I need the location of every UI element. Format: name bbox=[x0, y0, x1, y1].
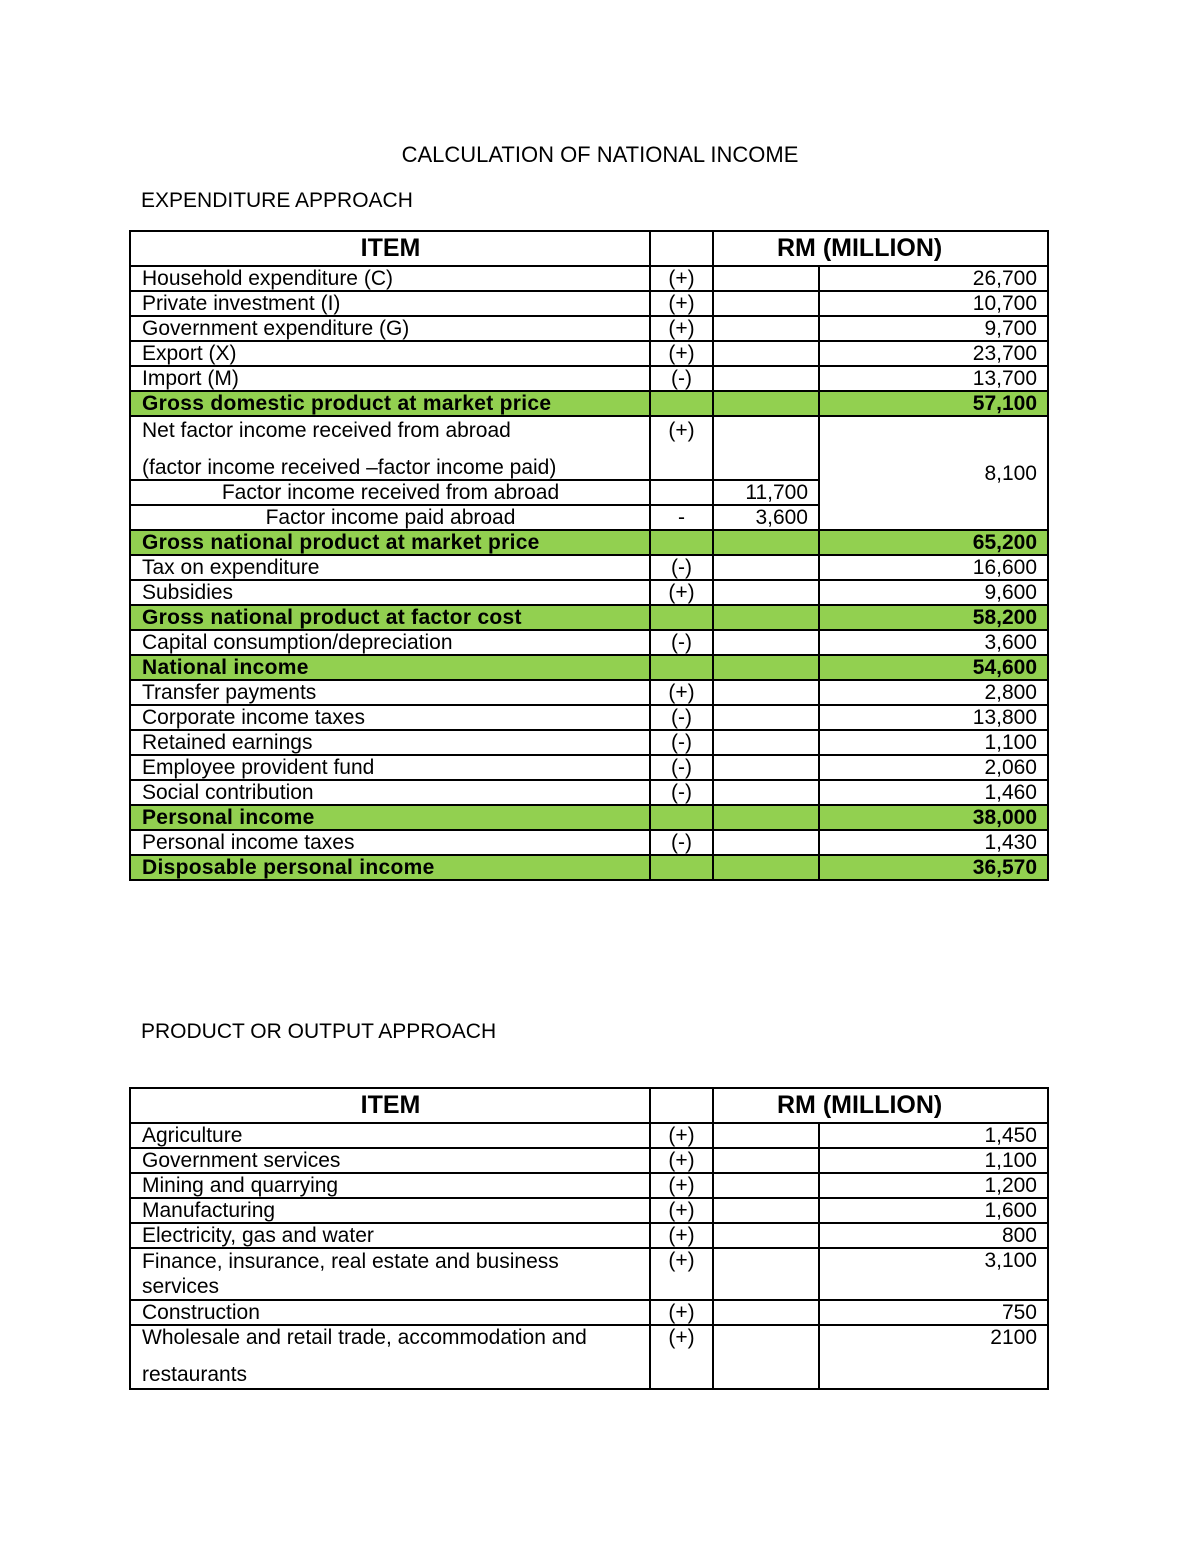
row-sub bbox=[713, 705, 819, 730]
product-table-body bbox=[130, 1088, 1048, 1389]
header-amount: RM (MILLION) bbox=[819, 231, 1048, 266]
row-sign: (+) bbox=[650, 1173, 713, 1198]
table-row bbox=[130, 1123, 1048, 1148]
row-sign: (+) bbox=[650, 1198, 713, 1223]
row-sign: (+) bbox=[650, 1325, 713, 1389]
row-sub bbox=[713, 655, 819, 680]
row-amount: 54,600 bbox=[819, 655, 1048, 680]
row-amount: 1,450 bbox=[819, 1123, 1048, 1148]
row-amount: 10,700 bbox=[819, 291, 1048, 316]
row-sign: (+) bbox=[650, 1300, 713, 1325]
row-sub bbox=[713, 366, 819, 391]
table-row bbox=[130, 1325, 1048, 1389]
table-row bbox=[130, 680, 1048, 705]
row-item: Finance, insurance, real estate and business services bbox=[130, 1248, 650, 1300]
row-sign bbox=[650, 530, 713, 555]
row-sub bbox=[713, 555, 819, 580]
row-item: Household expenditure (C) bbox=[130, 266, 650, 291]
table-row bbox=[130, 1300, 1048, 1325]
row-item-line1: Wholesale and retail trade, accommodation and bbox=[142, 1326, 587, 1349]
nfia-item-line2: (factor income received –factor income paid) bbox=[142, 456, 557, 479]
row-sign bbox=[650, 391, 713, 416]
row-sign bbox=[650, 655, 713, 680]
row-sub bbox=[713, 1248, 819, 1300]
row-sub bbox=[713, 266, 819, 291]
row-sign: (+) bbox=[650, 1123, 713, 1148]
expenditure-table bbox=[129, 230, 1049, 881]
table-row bbox=[130, 780, 1048, 805]
row-item: Subsidies bbox=[130, 580, 650, 605]
subtotal-row bbox=[130, 605, 1048, 630]
row-amount: 16,600 bbox=[819, 555, 1048, 580]
row-sign: (+) bbox=[650, 341, 713, 366]
row-sub bbox=[713, 1148, 819, 1173]
table-row bbox=[130, 1248, 1048, 1300]
row-item: Gross domestic product at market price bbox=[130, 391, 650, 416]
nfia-sub bbox=[713, 416, 819, 480]
row-item: Gross national product at market price bbox=[130, 530, 650, 555]
row-sub bbox=[713, 1325, 819, 1389]
row-sign bbox=[650, 605, 713, 630]
factor-received-sign bbox=[650, 480, 713, 505]
nfia-item bbox=[130, 416, 650, 480]
row-amount: 26,700 bbox=[819, 266, 1048, 291]
product-table bbox=[129, 1087, 1049, 1390]
table-row bbox=[130, 316, 1048, 341]
row-item: Employee provident fund bbox=[130, 755, 650, 780]
table-row bbox=[130, 1148, 1048, 1173]
row-amount: 65,200 bbox=[819, 530, 1048, 555]
row-sign: (+) bbox=[650, 1223, 713, 1248]
row-item: Capital consumption/depreciation bbox=[130, 630, 650, 655]
row-amount: 1,200 bbox=[819, 1173, 1048, 1198]
row-sub bbox=[713, 341, 819, 366]
row-amount: 58,200 bbox=[819, 605, 1048, 630]
row-amount: 38,000 bbox=[819, 805, 1048, 830]
factor-received-label: Factor income received from abroad bbox=[130, 480, 650, 505]
row-amount: 9,600 bbox=[819, 580, 1048, 605]
row-sub bbox=[713, 1123, 819, 1148]
table-row bbox=[130, 341, 1048, 366]
factor-received-value: 11,700 bbox=[713, 480, 819, 505]
nfia-row bbox=[130, 416, 1048, 480]
table-row bbox=[130, 730, 1048, 755]
table-row bbox=[130, 555, 1048, 580]
row-amount: 2100 bbox=[819, 1325, 1048, 1389]
row-sign: (+) bbox=[650, 680, 713, 705]
row-sub bbox=[713, 855, 819, 880]
expenditure-heading: EXPENDITURE APPROACH bbox=[141, 189, 413, 212]
row-sign: (-) bbox=[650, 705, 713, 730]
row-amount: 9,700 bbox=[819, 316, 1048, 341]
row-item: Personal income taxes bbox=[130, 830, 650, 855]
row-item-line2: restaurants bbox=[142, 1363, 248, 1386]
row-item: Corporate income taxes bbox=[130, 705, 650, 730]
row-item: Government services bbox=[130, 1148, 650, 1173]
row-sign bbox=[650, 805, 713, 830]
row-item: Retained earnings bbox=[130, 730, 650, 755]
row-sign: (+) bbox=[650, 266, 713, 291]
row-sub bbox=[713, 530, 819, 555]
table-row bbox=[130, 755, 1048, 780]
row-item: Manufacturing bbox=[130, 1198, 650, 1223]
row-amount: 800 bbox=[819, 1223, 1048, 1248]
table-row bbox=[130, 630, 1048, 655]
row-sub bbox=[713, 755, 819, 780]
row-sign: (-) bbox=[650, 830, 713, 855]
row-item: Disposable personal income bbox=[130, 855, 650, 880]
row-amount: 1,460 bbox=[819, 780, 1048, 805]
subtotal-row bbox=[130, 530, 1048, 555]
table-row bbox=[130, 1173, 1048, 1198]
row-item: Gross national product at factor cost bbox=[130, 605, 650, 630]
row-sub bbox=[713, 1300, 819, 1325]
row-sub bbox=[713, 580, 819, 605]
row-sub bbox=[713, 805, 819, 830]
row-item: Social contribution bbox=[130, 780, 650, 805]
row-item: Export (X) bbox=[130, 341, 650, 366]
row-amount: 36,570 bbox=[819, 855, 1048, 880]
table-row bbox=[130, 266, 1048, 291]
row-item: National income bbox=[130, 655, 650, 680]
factor-paid-value: 3,600 bbox=[713, 505, 819, 530]
table-row bbox=[130, 830, 1048, 855]
row-sub bbox=[713, 630, 819, 655]
row-sign: (+) bbox=[650, 580, 713, 605]
row-item bbox=[130, 1325, 650, 1389]
row-amount: 1,100 bbox=[819, 1148, 1048, 1173]
header-sign-blank bbox=[650, 1088, 713, 1123]
subtotal-row bbox=[130, 391, 1048, 416]
row-amount: 1,100 bbox=[819, 730, 1048, 755]
row-sub bbox=[713, 1223, 819, 1248]
row-amount: 3,100 bbox=[819, 1248, 1048, 1300]
header-sign-blank bbox=[650, 231, 713, 266]
row-sign: (+) bbox=[650, 316, 713, 341]
nfia-amount: 8,100 bbox=[819, 416, 1048, 530]
header-item: ITEM bbox=[130, 231, 650, 266]
expenditure-table-body bbox=[130, 231, 1048, 880]
factor-paid-label: Factor income paid abroad bbox=[130, 505, 650, 530]
row-amount: 3,600 bbox=[819, 630, 1048, 655]
product-heading: PRODUCT OR OUTPUT APPROACH bbox=[141, 1020, 497, 1043]
factor-paid-sign: - bbox=[650, 505, 713, 530]
row-sign: (-) bbox=[650, 555, 713, 580]
row-sign: (+) bbox=[650, 1248, 713, 1300]
row-sign: (+) bbox=[650, 1148, 713, 1173]
row-amount: 57,100 bbox=[819, 391, 1048, 416]
row-item: Transfer payments bbox=[130, 680, 650, 705]
table-row bbox=[130, 580, 1048, 605]
row-amount: 2,800 bbox=[819, 680, 1048, 705]
row-amount: 13,800 bbox=[819, 705, 1048, 730]
row-sign: (-) bbox=[650, 730, 713, 755]
table-row bbox=[130, 705, 1048, 730]
table-row bbox=[130, 366, 1048, 391]
row-sub bbox=[713, 391, 819, 416]
row-sub bbox=[713, 780, 819, 805]
header-item: ITEM bbox=[130, 1088, 650, 1123]
row-amount: 1,430 bbox=[819, 830, 1048, 855]
row-item: Tax on expenditure bbox=[130, 555, 650, 580]
row-item: Electricity, gas and water bbox=[130, 1223, 650, 1248]
row-sub bbox=[713, 605, 819, 630]
page-title: CALCULATION OF NATIONAL INCOME bbox=[401, 142, 799, 167]
row-item: Mining and quarrying bbox=[130, 1173, 650, 1198]
subtotal-row bbox=[130, 805, 1048, 830]
table-row bbox=[130, 1198, 1048, 1223]
row-sign bbox=[650, 855, 713, 880]
row-sign: (-) bbox=[650, 366, 713, 391]
header-amount: RM (MILLION) bbox=[819, 1088, 1048, 1123]
row-item: Personal income bbox=[130, 805, 650, 830]
subtotal-row bbox=[130, 855, 1048, 880]
row-sub bbox=[713, 680, 819, 705]
row-item: Construction bbox=[130, 1300, 650, 1325]
row-amount: 2,060 bbox=[819, 755, 1048, 780]
row-amount: 23,700 bbox=[819, 341, 1048, 366]
row-item: Private investment (I) bbox=[130, 291, 650, 316]
subtotal-row bbox=[130, 655, 1048, 680]
row-sign: (-) bbox=[650, 755, 713, 780]
table-row bbox=[130, 1223, 1048, 1248]
row-amount: 1,600 bbox=[819, 1198, 1048, 1223]
nfia-item-line1: Net factor income received from abroad bbox=[142, 419, 511, 442]
row-sign: (+) bbox=[650, 291, 713, 316]
row-item: Agriculture bbox=[130, 1123, 650, 1148]
row-item: Government expenditure (G) bbox=[130, 316, 650, 341]
row-sub bbox=[713, 1173, 819, 1198]
nfia-sign: (+) bbox=[650, 416, 713, 480]
row-sign: (-) bbox=[650, 630, 713, 655]
row-sub bbox=[713, 1198, 819, 1223]
row-amount: 13,700 bbox=[819, 366, 1048, 391]
row-sub bbox=[713, 730, 819, 755]
row-sub bbox=[713, 291, 819, 316]
table-header-row bbox=[130, 1088, 1048, 1123]
row-sign: (-) bbox=[650, 780, 713, 805]
table-header-row bbox=[130, 231, 1048, 266]
row-sub bbox=[713, 830, 819, 855]
row-item: Import (M) bbox=[130, 366, 650, 391]
table-row bbox=[130, 291, 1048, 316]
row-amount: 750 bbox=[819, 1300, 1048, 1325]
row-sub bbox=[713, 316, 819, 341]
